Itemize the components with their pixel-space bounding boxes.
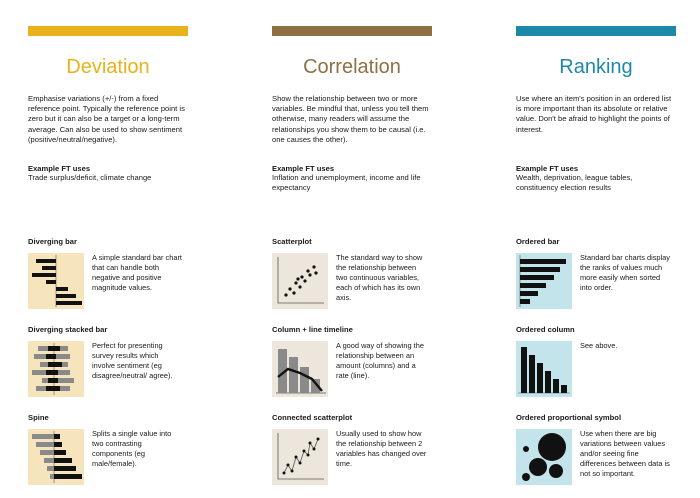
- chart-title: Ordered column: [516, 325, 575, 334]
- ordered-column-icon: [516, 341, 572, 397]
- chart-description: Use when there are big variations between values and/or seeing fine differences between data is not so important.: [580, 429, 670, 478]
- chart-title: Ordered bar: [516, 237, 560, 246]
- chart-scatterplot: [272, 237, 427, 309]
- chart-ordered-column: [516, 325, 671, 397]
- chart-description: The standard way to show the relationship between two continuous variables, each of which has its own axis.: [336, 253, 423, 302]
- ordered-proportional-symbol-icon: [516, 429, 572, 485]
- chart-title: Spine: [28, 413, 49, 422]
- deviation-description: Emphasise variations (+/-) from a fixed reference point. Typically the reference point is zero but it can also be a target or a long-term average. Can also be used to show sentiment (positive/neutral/negative).: [28, 94, 185, 144]
- chart-diverging-stacked-bar: [28, 325, 183, 397]
- correlation-uses: Inflation and unemployment, income and life expectancy: [272, 173, 421, 193]
- chart-spine: [28, 413, 183, 485]
- correlation-column: [272, 0, 432, 193]
- diverging-bar-icon: [28, 253, 84, 309]
- spine-icon: [28, 429, 84, 485]
- deviation-uses: Trade surplus/deficit, climate change: [28, 173, 152, 182]
- chart-description: Standard bar charts display the ranks of values much more easily when sorted into order.: [580, 253, 670, 292]
- chart-title: Diverging stacked bar: [28, 325, 108, 334]
- ranking-uses: Wealth, deprivation, league tables, constituency election results: [516, 173, 633, 193]
- ranking-column: [516, 0, 676, 193]
- chart-connected-scatterplot: [272, 413, 427, 485]
- correlation-title: Correlation: [303, 56, 401, 78]
- diverging-stacked-bar-icon: [28, 341, 84, 397]
- chart-description: See above.: [580, 341, 618, 350]
- ranking-uses-heading: Example FT uses: [516, 164, 579, 173]
- scatterplot-icon: [272, 253, 328, 309]
- chart-title: Scatterplot: [272, 237, 312, 246]
- chart-title: Diverging bar: [28, 237, 77, 246]
- correlation-uses-heading: Example FT uses: [272, 164, 335, 173]
- deviation-uses-heading: Example FT uses: [28, 164, 91, 173]
- deviation-column: [28, 0, 188, 183]
- ranking-description: Use where an item's position in an ordered list is more important than its absolute or relative value. Don't be afraid to highlight the points of interest.: [516, 94, 672, 134]
- correlation-color-bar: [272, 26, 432, 36]
- correlation-description: Show the relationship between two or more variables. Be mindful that, unless you tell them otherwise, many readers will assume the relationships you show them to be causal (i.e. one causes the other).: [272, 94, 429, 144]
- chart-description: A simple standard bar chart that can handle both negative and positive magnitude values.: [92, 253, 182, 292]
- column-line-timeline-icon: [272, 341, 328, 397]
- chart-title: Connected scatterplot: [272, 413, 353, 422]
- connected-scatterplot-icon: [272, 429, 328, 485]
- ordered-bar-icon: [516, 253, 572, 309]
- chart-title: Ordered proportional symbol: [516, 413, 622, 422]
- chart-diverging-bar: [28, 237, 183, 309]
- ranking-title: Ranking: [559, 56, 633, 78]
- chart-description: Splits a single value into two contrasting components (eg male/female).: [92, 429, 172, 468]
- deviation-title: Deviation: [66, 56, 150, 78]
- deviation-color-bar: [28, 26, 188, 36]
- chart-title: Column + line timeline: [272, 325, 353, 334]
- chart-description: A good way of showing the relationship between an amount (columns) and a rate (line).: [336, 341, 424, 380]
- ranking-color-bar: [516, 26, 676, 36]
- chart-ordered-proportional-symbol: [516, 413, 671, 485]
- chart-column-line-timeline: [272, 325, 427, 397]
- chart-description: Usually used to show how the relationship between 2 variables has changed over time.: [336, 429, 427, 468]
- chart-ordered-bar: [516, 237, 671, 309]
- chart-description: Perfect for presenting survey results which involve sentiment (eg disagree/neutral/ agree).: [92, 341, 173, 380]
